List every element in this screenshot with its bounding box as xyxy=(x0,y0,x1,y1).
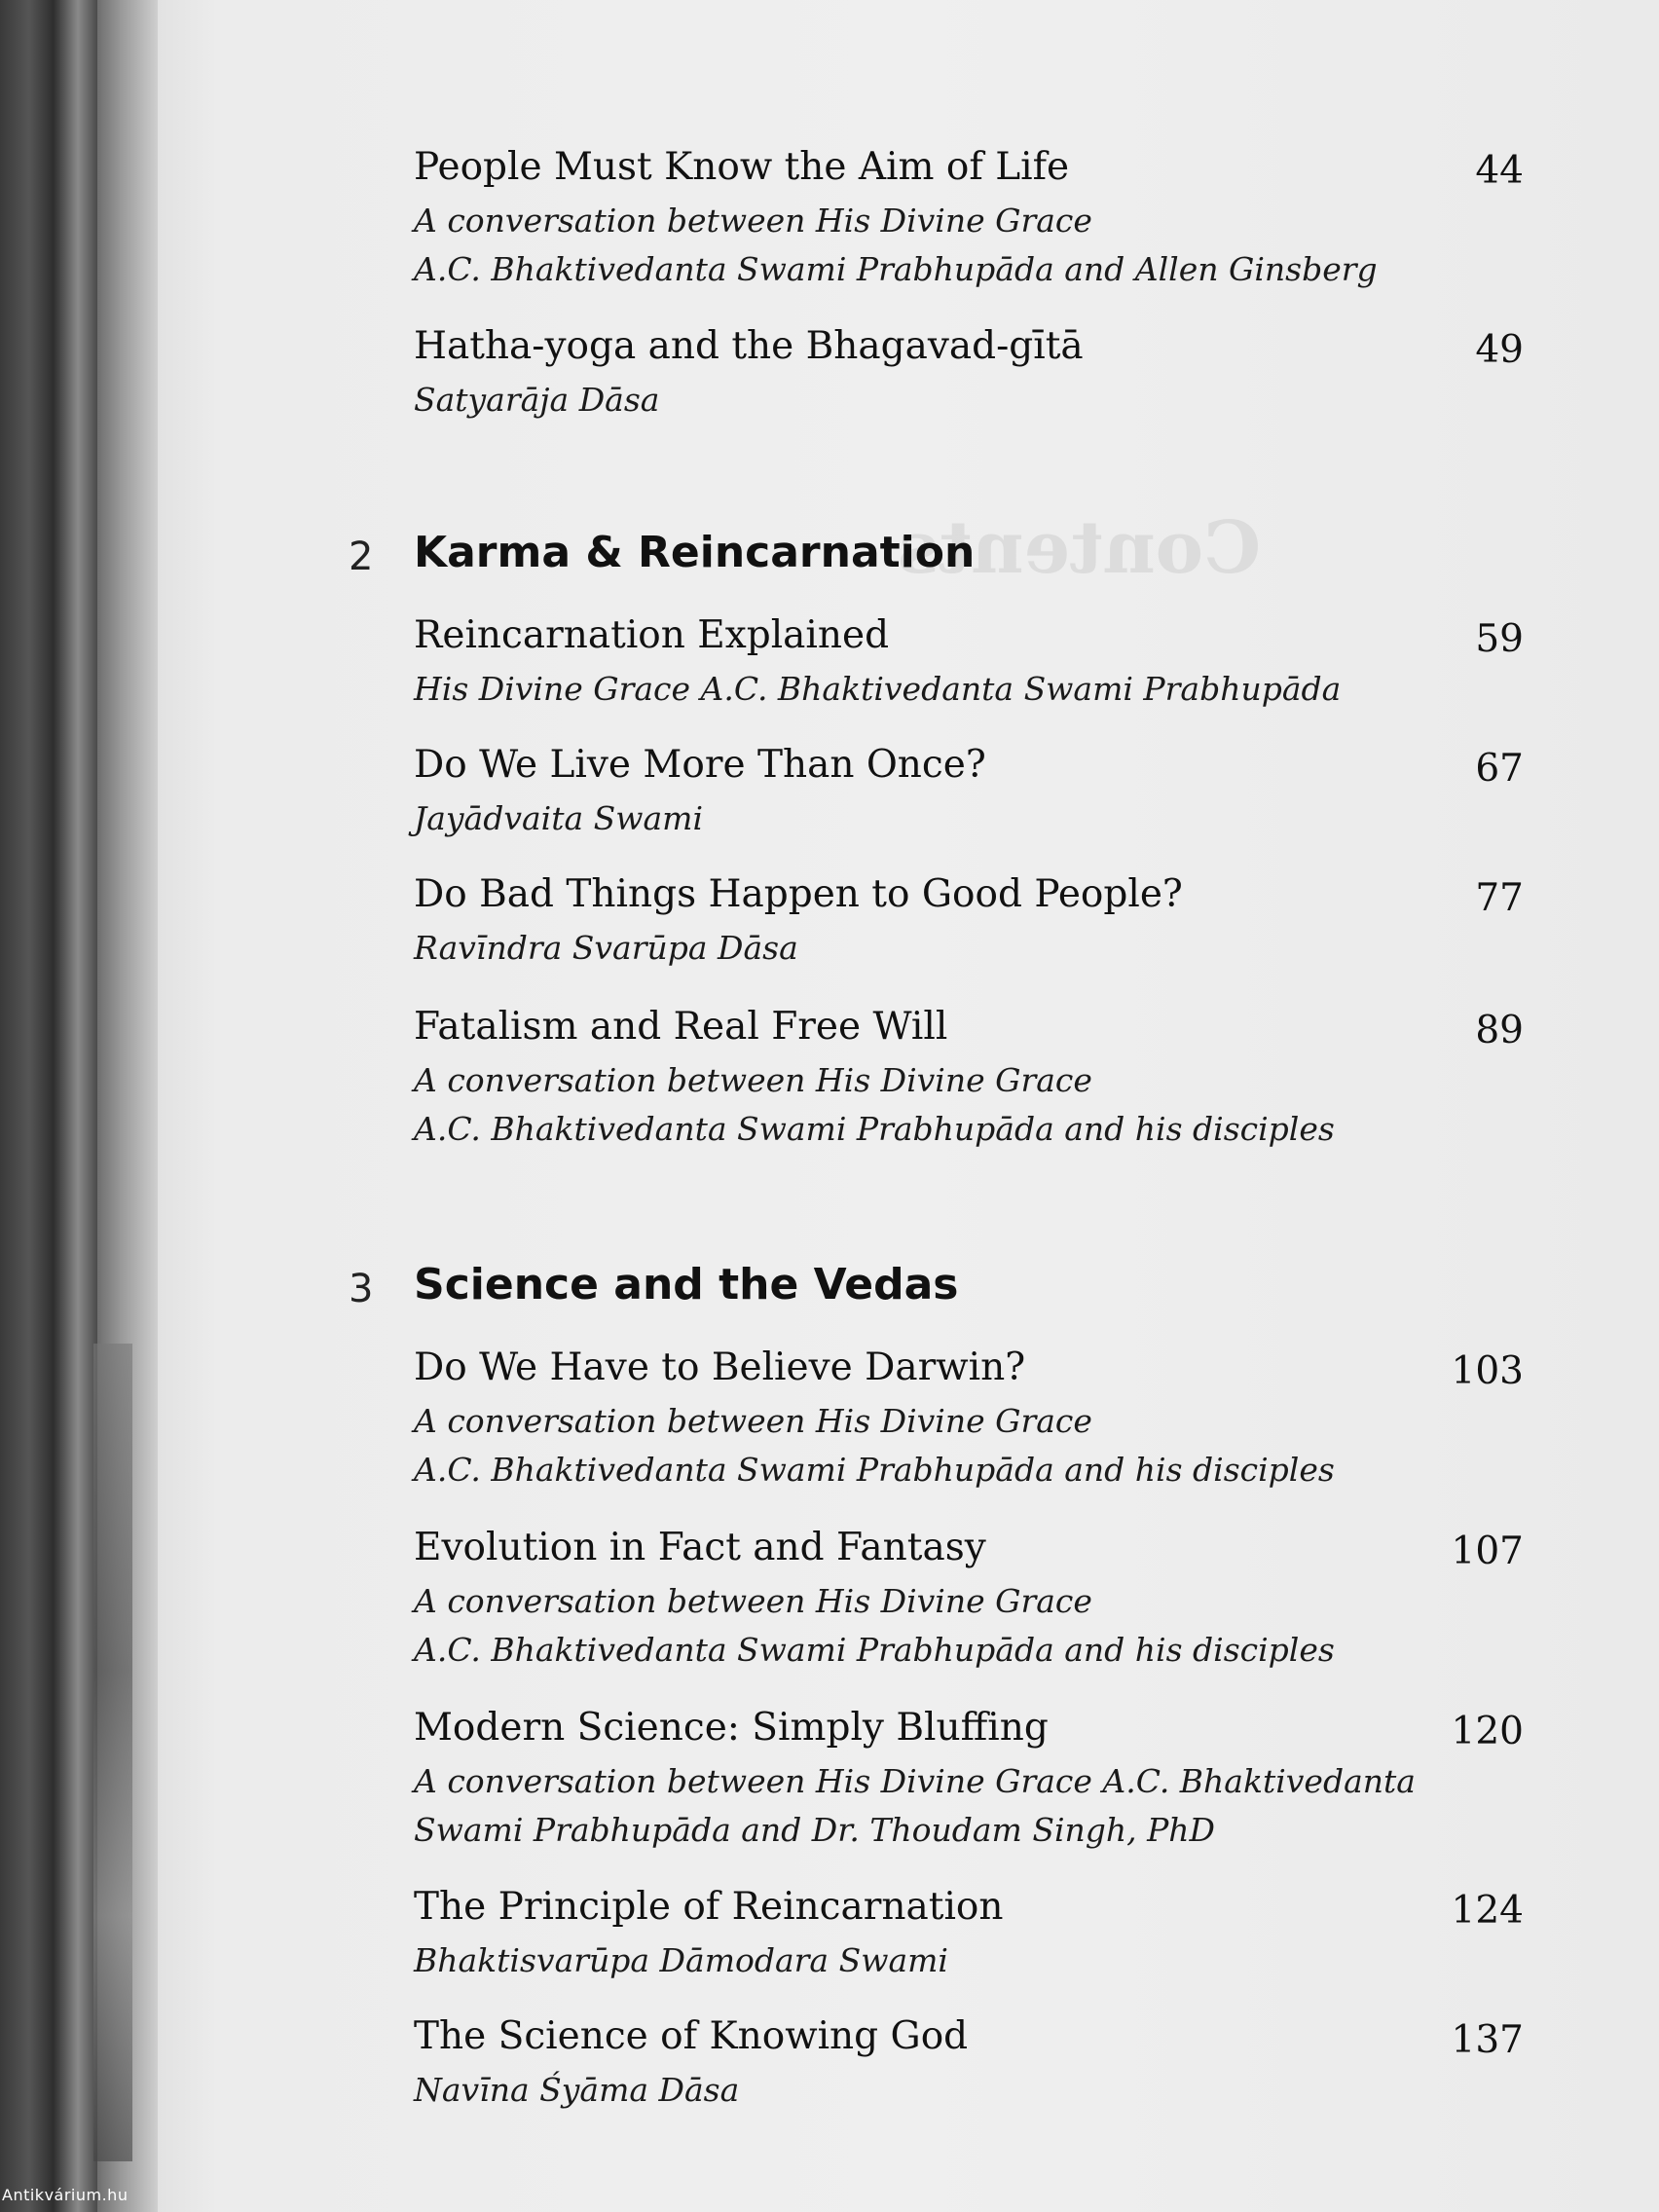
entry-title: Modern Science: Simply Bluffing xyxy=(414,1706,1049,1750)
entry-byline: Bhaktisvarūpa Dāmodara Swami xyxy=(414,1941,948,1979)
entry-page-number: 77 xyxy=(1475,876,1524,920)
entry-byline: A conversation between His Divine Grace A.C. Bhaktivedanta xyxy=(414,1762,1416,1800)
entry-byline: Ravīndra Svarūpa Dāsa xyxy=(414,929,798,967)
entry-byline: Navīna Śyāma Dāsa xyxy=(414,2071,740,2109)
entry-page-number: 49 xyxy=(1475,328,1524,372)
entry-title: People Must Know the Aim of Life xyxy=(414,145,1070,189)
entry-byline: Swami Prabhupāda and Dr. Thoudam Singh, PhD xyxy=(414,1811,1216,1849)
entry-title: The Principle of Reincarnation xyxy=(414,1885,1004,1929)
entry-page-number: 137 xyxy=(1451,2018,1524,2062)
cover-photo-edge xyxy=(93,1344,132,2161)
book-spine xyxy=(0,0,97,2212)
entry-byline: Satyarāja Dāsa xyxy=(414,381,660,419)
entry-byline: A conversation between His Divine Grace xyxy=(414,1582,1092,1620)
entry-title: Do We Live More Than Once? xyxy=(414,743,986,787)
section-number: 2 xyxy=(349,535,374,579)
entry-page-number: 67 xyxy=(1475,747,1524,791)
section-title: Karma & Reincarnation xyxy=(414,528,976,577)
entry-byline: A.C. Bhaktivedanta Swami Prabhupāda and his disciples xyxy=(414,1451,1335,1489)
entry-page-number: 103 xyxy=(1451,1349,1524,1393)
section-number: 3 xyxy=(349,1267,374,1311)
entry-page-number: 120 xyxy=(1451,1710,1524,1753)
entry-byline: A conversation between His Divine Grace xyxy=(414,202,1092,240)
entry-page-number: 107 xyxy=(1451,1530,1524,1573)
show-through-text: Contents xyxy=(898,506,1261,590)
entry-byline: A.C. Bhaktivedanta Swami Prabhupāda and his disciples xyxy=(414,1631,1335,1669)
entry-title: Do Bad Things Happen to Good People? xyxy=(414,872,1183,916)
entry-byline: A.C. Bhaktivedanta Swami Prabhupāda and Allen Ginsberg xyxy=(414,250,1378,288)
entry-page-number: 124 xyxy=(1451,1889,1524,1933)
entry-byline: A conversation between His Divine Grace xyxy=(414,1061,1092,1099)
entry-byline: A.C. Bhaktivedanta Swami Prabhupāda and his disciples xyxy=(414,1110,1335,1148)
entry-title: Fatalism and Real Free Will xyxy=(414,1005,948,1049)
entry-page-number: 89 xyxy=(1475,1009,1524,1052)
entry-page-number: 59 xyxy=(1475,617,1524,661)
entry-title: Hatha-yoga and the Bhagavad-gītā xyxy=(414,324,1084,368)
entry-title: The Science of Knowing God xyxy=(414,2014,969,2058)
entry-title: Reincarnation Explained xyxy=(414,613,890,657)
entry-title: Do We Have to Believe Darwin? xyxy=(414,1346,1026,1389)
entry-page-number: 44 xyxy=(1475,149,1524,193)
entry-title: Evolution in Fact and Fantasy xyxy=(414,1526,986,1569)
entry-byline: A conversation between His Divine Grace xyxy=(414,1402,1092,1440)
watermark-text: Antikvárium.hu xyxy=(2,2186,129,2204)
entry-byline: Jayādvaita Swami xyxy=(414,799,704,837)
entry-byline: His Divine Grace A.C. Bhaktivedanta Swami Prabhupāda xyxy=(414,670,1342,708)
section-title: Science and the Vedas xyxy=(414,1260,959,1309)
